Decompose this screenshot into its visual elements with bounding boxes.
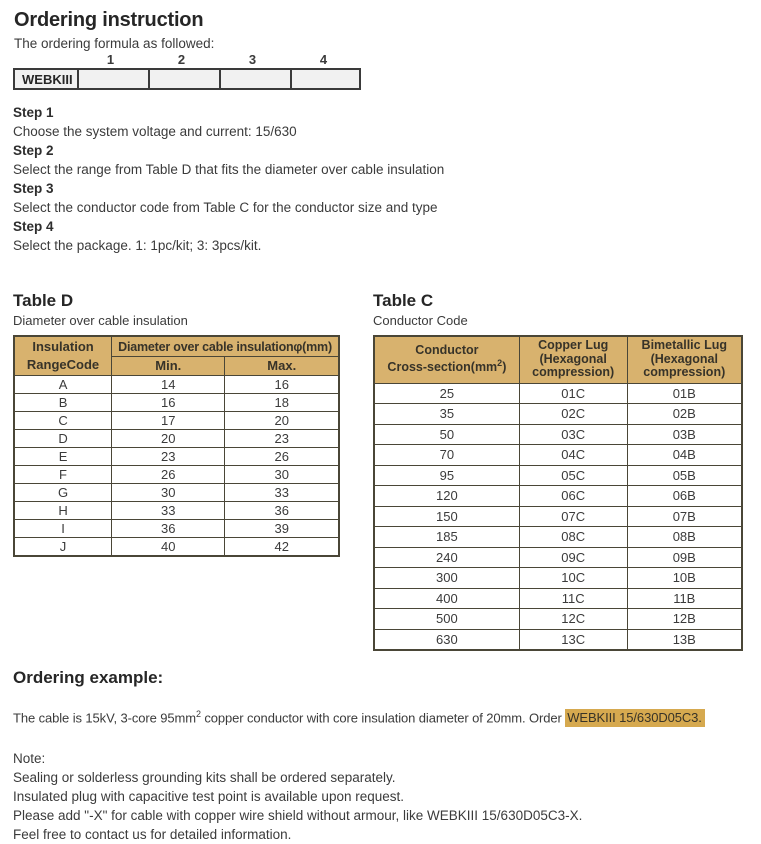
table-c-subtitle: Conductor Code: [373, 313, 468, 328]
table-row: C 17 20: [14, 412, 339, 430]
table-row: 120 06C 06B: [374, 486, 742, 507]
diameter-span-header: Diameter over cable insulationφ(mm): [112, 336, 339, 357]
table-c: [373, 335, 743, 651]
table-row: G 30 33: [14, 484, 339, 502]
page-title: Ordering instruction: [14, 9, 204, 31]
table-row: H 33 36: [14, 502, 339, 520]
max-header: Max.: [225, 357, 339, 376]
table-row: F 26 30: [14, 466, 339, 484]
formula-position-label-3: 3: [248, 52, 257, 67]
formula-prefix-cell: WEBKIII: [22, 71, 73, 87]
table-c-title: Table C: [373, 291, 434, 310]
table-c-body: [374, 383, 742, 650]
table-d-section: [13, 291, 373, 651]
copper-lug-header: Copper Lug (Hexagonal compression): [519, 336, 627, 383]
table-row: 630 13C 13B: [374, 629, 742, 650]
step-4-label: Step 4: [13, 219, 54, 234]
note-line: Please add "-X" for cable with copper wire shield without armour, like WEBKIII 15/630D05C3-X.: [13, 808, 583, 824]
formula-cell-3: [219, 70, 290, 88]
step-1-text: Choose the system voltage and current: 15/630: [13, 124, 297, 139]
table-d-body: [14, 376, 339, 557]
min-header: Min.: [112, 357, 225, 376]
bimetallic-lug-header: Bimetallic Lug (Hexagonal compression): [627, 336, 742, 383]
table-d-title: Table D: [13, 291, 74, 310]
table-row: 150 07C 07B: [374, 506, 742, 527]
table-row: 35 02C 02B: [374, 404, 742, 425]
formula-cell-2: [148, 70, 219, 88]
step-2-label: Step 2: [13, 143, 54, 158]
ordering-example-text: The cable is 15kV, 3-core $95mm^2$ copper conductor with core insulation diameter of 20mm. Order WEBKIII 15/630D05C3.: [13, 706, 747, 726]
step-3-text: Select the conductor code from Table C for the conductor size and type: [13, 200, 438, 215]
formula-position-spacer: [13, 53, 75, 67]
insulation-range-code-header: Insulation RangeCode: [14, 336, 112, 376]
step-2-text: Select the range from Table D that fits the diameter over cable insulation: [13, 162, 445, 177]
table-row: E 23 26: [14, 448, 339, 466]
table-row: J 40 42: [14, 538, 339, 557]
formula-cell-1: [77, 70, 148, 88]
formula-intro: The ordering formula as followed:: [14, 36, 215, 51]
table-c-header: [374, 336, 742, 383]
formula-position-row: [13, 53, 361, 67]
table-row: 300 10C 10B: [374, 568, 742, 589]
table-row: 185 08C 08B: [374, 527, 742, 548]
table-d: [13, 335, 340, 557]
step-4-text: Select the package. 1: 1pc/kit; 3: 3pcs/kit.: [13, 238, 262, 253]
table-row: A 14 16: [14, 376, 339, 394]
table-c-section: [373, 291, 747, 651]
table-row: 240 09C 09B: [374, 547, 742, 568]
steps-section: [13, 103, 747, 255]
ordering-example-title: Ordering example:: [13, 668, 164, 687]
tables-section: [13, 291, 747, 651]
step-3-label: Step 3: [13, 181, 54, 196]
order-code-highlight: WEBKIII 15/630D05C3.: [565, 709, 705, 727]
table-row: 500 12C 12B: [374, 609, 742, 630]
table-row: 95 05C 05B: [374, 465, 742, 486]
step-1-label: Step 1: [13, 105, 54, 120]
table-row: 25 01C 01B: [374, 383, 742, 404]
note-line: Feel free to contact us for detailed information.: [13, 827, 292, 843]
formula-position-label-2: 2: [177, 52, 186, 67]
formula-position-label-4: 4: [319, 52, 328, 67]
table-row: 70 04C 04B: [374, 445, 742, 466]
note-label: Note:: [13, 751, 46, 767]
table-row: I 36 39: [14, 520, 339, 538]
conductor-cross-section-header: Conductor Cross-$section(mm^2)$: [374, 336, 519, 383]
table-d-header: [14, 336, 339, 376]
table-row: 400 11C 11B: [374, 588, 742, 609]
note-section: [13, 749, 747, 844]
formula-table: [13, 68, 361, 90]
table-row: 50 03C 03B: [374, 424, 742, 445]
formula-position-label-1: 1: [106, 52, 115, 67]
table-d-subtitle: Diameter over cable insulation: [13, 313, 188, 328]
table-row: B 16 18: [14, 394, 339, 412]
note-line: Insulated plug with capacitive test point is available upon request.: [13, 789, 404, 805]
table-row: D 20 23: [14, 430, 339, 448]
note-line: Sealing or solderless grounding kits shall be ordered separately.: [13, 770, 396, 786]
formula-cell-4: [290, 70, 361, 88]
